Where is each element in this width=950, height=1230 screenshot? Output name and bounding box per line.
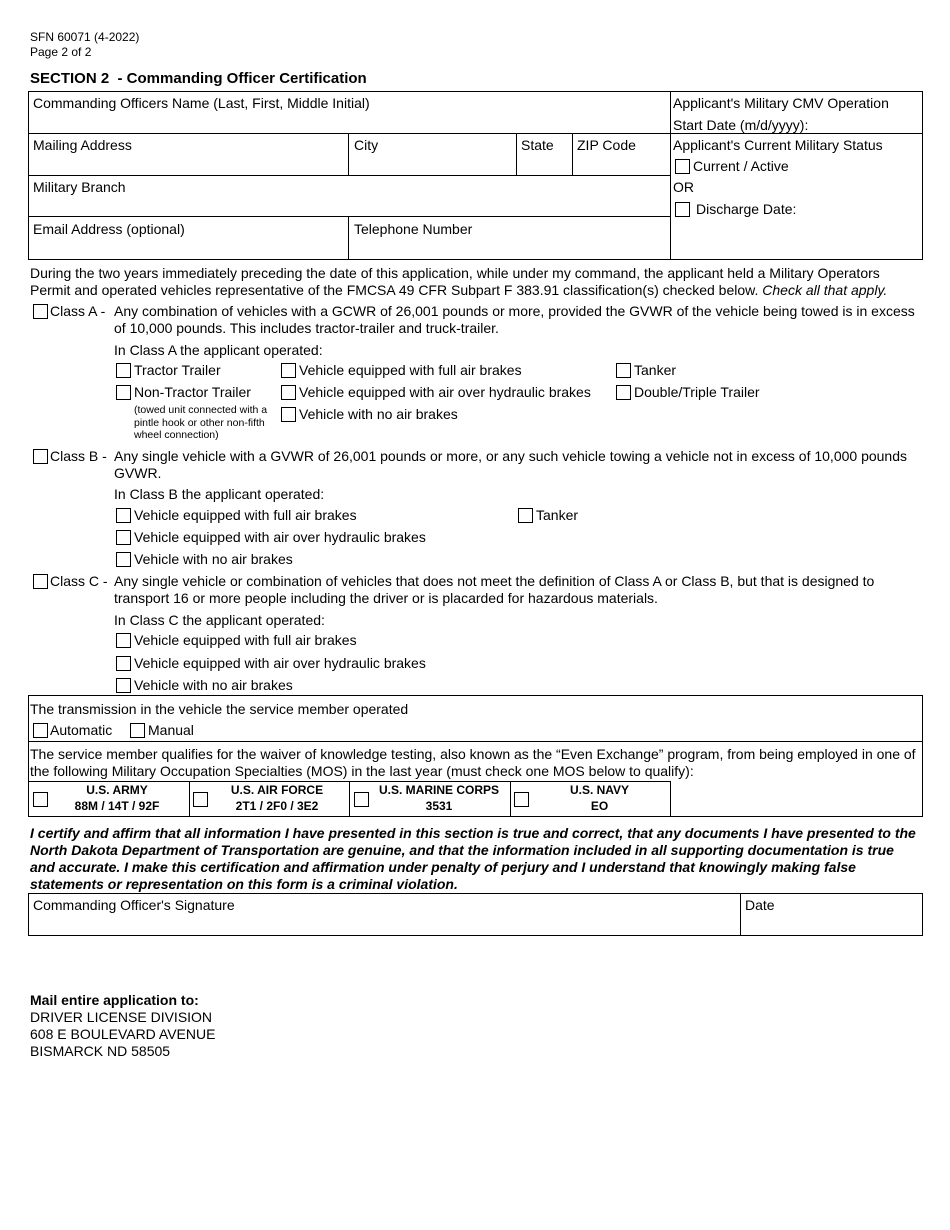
section-title: SECTION 2 - Commanding Officer Certification xyxy=(30,70,367,87)
current-active-label: Current / Active xyxy=(693,158,789,174)
date-field[interactable]: Date xyxy=(745,897,775,913)
class-a-operated-label: In Class A the applicant operated: xyxy=(114,342,323,358)
class-a-no-air-label: Vehicle with no air brakes xyxy=(299,406,458,422)
class-a-non-tractor-note: (towed unit connected with a pintle hook or other non-fifth wheel connection) xyxy=(134,404,268,441)
mos-army-codes: 88M / 14T / 92F xyxy=(74,799,160,813)
automatic-checkbox[interactable] xyxy=(33,723,48,738)
transmission-label: The transmission in the vehicle the service member operated xyxy=(30,701,409,717)
class-a-double-triple-checkbox[interactable] xyxy=(616,385,631,400)
telephone-field[interactable]: Telephone Number xyxy=(354,221,473,237)
manual-checkbox[interactable] xyxy=(130,723,145,738)
email-field[interactable]: Email Address (optional) xyxy=(33,221,185,237)
class-b-no-air-label: Vehicle with no air brakes xyxy=(134,551,293,567)
class-b-label: Class B - xyxy=(50,448,107,464)
mail-title: Mail entire application to: xyxy=(30,992,199,1008)
class-b-air-over-hydraulic-checkbox[interactable] xyxy=(116,530,131,545)
class-a-tractor-trailer-label: Tractor Trailer xyxy=(134,362,221,378)
mos-air-force-name: U.S. AIR FORCE xyxy=(230,783,324,797)
class-b-tanker-label: Tanker xyxy=(536,507,579,523)
class-b-no-air-checkbox[interactable] xyxy=(116,552,131,567)
class-a-tanker-label: Tanker xyxy=(634,362,677,378)
class-a-air-over-hydraulic-checkbox[interactable] xyxy=(281,385,296,400)
mos-air-force-codes: 2T1 / 2F0 / 3E2 xyxy=(235,799,319,813)
class-b-tanker-checkbox[interactable] xyxy=(518,508,533,523)
classification-intro: During the two years immediately preceding the date of this application, while under my command, the applicant held a Military Operators Permit and operated vehicles representative of the FMCSA 49 CFR Subpart F 383.91 classification(s) checked below. Check all that apply. xyxy=(30,265,888,298)
mos-navy-name: U.S. NAVY xyxy=(569,783,630,797)
class-c-checkbox[interactable] xyxy=(33,574,48,589)
class-c-full-air-label: Vehicle equipped with full air brakes xyxy=(134,632,357,648)
class-c-operated-label: In Class C the applicant operated: xyxy=(114,612,325,628)
class-c-full-air-checkbox[interactable] xyxy=(116,633,131,648)
class-b-air-over-hydraulic-label: Vehicle equipped with air over hydraulic brakes xyxy=(134,529,426,545)
class-a-full-air-checkbox[interactable] xyxy=(281,363,296,378)
page-number: Page 2 of 2 xyxy=(30,45,92,59)
class-a-no-air-checkbox[interactable] xyxy=(281,407,296,422)
discharge-date-checkbox[interactable] xyxy=(675,202,690,217)
mos-marine-corps-checkbox[interactable] xyxy=(354,792,369,807)
mail-line-2: 608 E BOULEVARD AVENUE xyxy=(30,1026,216,1042)
city-field[interactable]: City xyxy=(354,137,379,153)
zip-field[interactable]: ZIP Code xyxy=(577,137,636,153)
class-a-double-triple-label: Double/Triple Trailer xyxy=(634,384,760,400)
class-a-tractor-trailer-checkbox[interactable] xyxy=(116,363,131,378)
certification-statement: I certify and affirm that all information I have presented in this section is true and correct, that any documents I have presented to the North Dakota Department of Transportation are genuine, and that the information included in all supporting documentation is true and accurate. I make this certification and affirmation under penalty of perjury and I understand that knowingly making false statements or representation on this form is a criminal violation. xyxy=(30,825,916,892)
class-a-non-tractor-trailer-label: Non-Tractor Trailer xyxy=(134,384,251,400)
class-a-non-tractor-trailer-checkbox[interactable] xyxy=(116,385,131,400)
automatic-label: Automatic xyxy=(50,722,113,738)
form-number: SFN 60071 (4-2022) xyxy=(30,30,140,44)
discharge-date-label: Discharge Date: xyxy=(696,201,797,217)
state-field[interactable]: State xyxy=(521,137,554,153)
mos-army-name: U.S. ARMY xyxy=(86,783,148,797)
mos-air-force-checkbox[interactable] xyxy=(193,792,208,807)
class-c-no-air-checkbox[interactable] xyxy=(116,678,131,693)
military-branch-field[interactable]: Military Branch xyxy=(33,179,126,195)
waiver-text: The service member qualifies for the waiver of knowledge testing, also known as the “Even Exchange” program, from being employed in one of the following Military Occupation Specialties (MOS) in the last year (must check one MOS below to qualify): xyxy=(30,746,916,779)
class-c-label: Class C - xyxy=(50,573,108,589)
mos-marine-corps-codes: 3531 xyxy=(425,799,453,813)
class-a-checkbox[interactable] xyxy=(33,304,48,319)
class-b-full-air-label: Vehicle equipped with full air brakes xyxy=(134,507,357,523)
or-label: OR xyxy=(673,179,694,195)
class-a-tanker-checkbox[interactable] xyxy=(616,363,631,378)
military-status-label: Applicant's Current Military Status xyxy=(673,137,883,153)
mos-army-checkbox[interactable] xyxy=(33,792,48,807)
class-b-operated-label: In Class B the applicant operated: xyxy=(114,486,325,502)
class-b-full-air-checkbox[interactable] xyxy=(116,508,131,523)
mos-navy-checkbox[interactable] xyxy=(514,792,529,807)
class-a-label: Class A - xyxy=(50,303,106,319)
mailing-address-field[interactable]: Mailing Address xyxy=(33,137,132,153)
class-c-description: Any single vehicle or combination of vehicles that does not meet the definition of Class A or Class B, but that is designed to transport 16 or more people including the driver or is placarded for hazardous materials. xyxy=(114,573,875,606)
class-c-air-over-hydraulic-label: Vehicle equipped with air over hydraulic brakes xyxy=(134,655,426,671)
class-c-air-over-hydraulic-checkbox[interactable] xyxy=(116,656,131,671)
class-a-full-air-label: Vehicle equipped with full air brakes xyxy=(299,362,522,378)
cmv-start-label: Applicant's Military CMV Operation xyxy=(673,95,889,111)
officer-name-field[interactable]: Commanding Officers Name (Last, First, Middle Initial) xyxy=(33,95,370,111)
manual-label: Manual xyxy=(148,722,194,738)
signature-field[interactable]: Commanding Officer's Signature xyxy=(33,897,235,913)
current-active-checkbox[interactable] xyxy=(675,159,690,174)
class-b-checkbox[interactable] xyxy=(33,449,48,464)
class-b-description: Any single vehicle with a GVWR of 26,001 pounds or more, or any such vehicle towing a vehicle not in excess of 10,000 pounds GVWR. xyxy=(114,448,908,481)
cmv-start-date-field[interactable]: Start Date (m/d/yyyy): xyxy=(673,117,809,133)
class-c-no-air-label: Vehicle with no air brakes xyxy=(134,677,293,693)
class-a-air-over-hydraulic-label: Vehicle equipped with air over hydraulic brakes xyxy=(299,384,591,400)
mos-navy-codes: EO xyxy=(590,799,609,813)
mail-line-1: DRIVER LICENSE DIVISION xyxy=(30,1009,213,1025)
mail-line-3: BISMARCK ND 58505 xyxy=(30,1043,171,1059)
class-a-description: Any combination of vehicles with a GCWR of 26,001 pounds or more, provided the GVWR of the vehicle being towed is in excess of 10,000 pounds. This includes tractor-trailer and truck-trailer. xyxy=(114,303,915,336)
mos-marine-corps-name: U.S. MARINE CORPS xyxy=(378,783,499,797)
